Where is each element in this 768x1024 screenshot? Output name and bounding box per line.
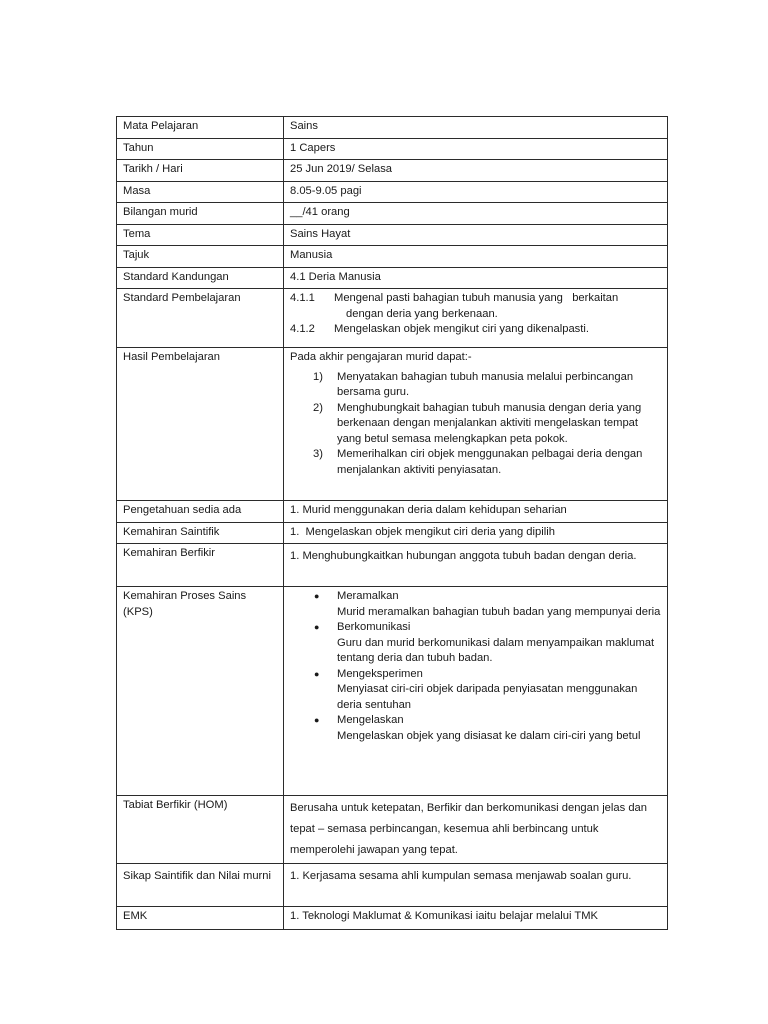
- label-pengetahuan-sedia-ada: Pengetahuan sedia ada: [117, 501, 284, 523]
- sp-item-1: [290, 291, 661, 307]
- value-mata-pelajaran: Sains: [284, 117, 668, 139]
- label-standard-pembelajaran: Standard Pembelajaran: [117, 289, 284, 348]
- row-standard-pembelajaran: [117, 289, 668, 348]
- value-tema: Sains Hayat: [284, 224, 668, 246]
- row-kemahiran-berfikir: [117, 544, 668, 587]
- value-kemahiran-saintifik: 1. Mengelaskan objek mengikut ciri deria yang dipilih: [284, 522, 668, 544]
- value-tabiat-berfikir: Berusaha untuk ketepatan, Berfikir dan berkomunikasi dengan jelas dan tepat – semasa perbincangan, kesemua ahli berbincang untuk memperolehi jawapan yang tepat.: [284, 796, 668, 864]
- kps-item-2: [290, 620, 661, 667]
- kps-desc-4: Mengelaskan objek yang disiasat ke dalam ciri-ciri yang betul: [337, 729, 641, 742]
- label-kps: Kemahiran Proses Sains (KPS): [117, 587, 284, 796]
- sp-text-2: Mengelaskan objek mengikut ciri yang dikenalpasti.: [334, 323, 589, 335]
- label-emk: EMK: [117, 907, 284, 930]
- row-mata-pelajaran: [117, 117, 668, 139]
- row-tahun: [117, 138, 668, 160]
- kps-desc-1: Murid meramalkan bahagian tubuh badan yang mempunyai deria: [337, 605, 661, 618]
- value-emk: 1. Teknologi Maklumat & Komunikasi iaitu belajar melalui TMK: [284, 907, 668, 930]
- kps-title-2: Berkomunikasi: [337, 621, 411, 633]
- row-kemahiran-saintifik: [117, 522, 668, 544]
- label-tema: Tema: [117, 224, 284, 246]
- kps-desc-2: Guru dan murid berkomunikasi dalam menyampaikan maklumat tentang deria dan tubuh badan.: [337, 636, 655, 664]
- bullet-icon: ●: [314, 668, 320, 679]
- kps-desc-3: Menyiasat ciri-ciri objek daripada penyiasatan menggunakan deria sentuhan: [337, 683, 638, 711]
- hasil-item-3: [290, 447, 661, 478]
- label-standard-kandungan: Standard Kandungan: [117, 267, 284, 289]
- label-hasil-pembelajaran: Hasil Pembelajaran: [117, 348, 284, 501]
- row-masa: [117, 181, 668, 203]
- lesson-plan-table: [116, 116, 668, 930]
- value-kps: [284, 587, 668, 796]
- hasil-num-2: 2): [313, 401, 323, 414]
- label-bilangan-murid: Bilangan murid: [117, 203, 284, 225]
- row-tarikh-hari: [117, 160, 668, 182]
- label-mata-pelajaran: Mata Pelajaran: [117, 117, 284, 139]
- hasil-list: [290, 370, 661, 479]
- kps-list: [290, 589, 661, 744]
- row-bilangan-murid: [117, 203, 668, 225]
- sp-text-1a: Mengenal pasti bahagian tubuh manusia yang berkaitan: [334, 292, 619, 304]
- row-hasil-pembelajaran: [117, 348, 668, 501]
- label-masa: Masa: [117, 181, 284, 203]
- value-standard-pembelajaran: [284, 289, 668, 348]
- row-tajuk: [117, 246, 668, 268]
- hasil-item-1: [290, 370, 661, 401]
- label-tabiat-berfikir: Tabiat Berfikir (HOM): [117, 796, 284, 864]
- hasil-num-3: 3): [313, 448, 323, 460]
- label-tajuk: Tajuk: [117, 246, 284, 268]
- row-emk: [117, 907, 668, 930]
- sp-code-1: 4.1.1: [290, 292, 315, 304]
- label-sikap-saintifik: Sikap Saintifik dan Nilai murni: [117, 864, 284, 907]
- value-kemahiran-berfikir: 1. Menghubungkaitkan hubungan anggota tubuh badan dengan deria.: [284, 544, 668, 587]
- sp-text-1b: dengan deria yang berkenaan.: [346, 307, 498, 320]
- kps-title-1: Meramalkan: [337, 590, 399, 602]
- row-tema: [117, 224, 668, 246]
- sp-item-2: [290, 322, 661, 338]
- bullet-icon: ●: [314, 715, 320, 725]
- kps-item-4: [290, 713, 661, 744]
- value-pengetahuan-sedia-ada: 1. Murid menggunakan deria dalam kehidupan seharian: [284, 501, 668, 523]
- label-tarikh-hari: Tarikh / Hari: [117, 160, 284, 182]
- kps-title-3: Mengeksperimen: [337, 667, 423, 680]
- value-tajuk: Manusia: [284, 246, 668, 268]
- value-bilangan-murid: __/41 orang: [284, 203, 668, 225]
- bullet-icon: ●: [314, 622, 320, 632]
- row-sikap-saintifik: [117, 864, 668, 907]
- row-pengetahuan-sedia-ada: [117, 501, 668, 523]
- sp-code-2: 4.1.2: [290, 323, 315, 335]
- kps-item-1: [290, 589, 661, 620]
- label-kemahiran-saintifik: Kemahiran Saintifik: [117, 522, 284, 544]
- value-standard-kandungan: 4.1 Deria Manusia: [284, 267, 668, 289]
- value-sikap-saintifik: 1. Kerjasama sesama ahli kumpulan semasa menjawab soalan guru.: [284, 864, 668, 907]
- value-hasil-pembelajaran: [284, 348, 668, 501]
- label-tahun: Tahun: [117, 138, 284, 160]
- hasil-text-2: Menghubungkait bahagian tubuh manusia dengan deria yang berkenaan dengan menjalankan aktiviti mengelaskan tempat yang betul semasa melengkapkan peta pokok.: [337, 401, 642, 445]
- value-tahun: 1 Capers: [284, 138, 668, 160]
- row-tabiat-berfikir: [117, 796, 668, 864]
- hasil-text-1: Menyatakan bahagian tubuh manusia melalui perbincangan bersama guru.: [337, 370, 634, 398]
- hasil-num-1: 1): [313, 370, 323, 383]
- value-masa: 8.05-9.05 pagi: [284, 181, 668, 203]
- bullet-icon: ●: [314, 591, 320, 601]
- hasil-intro: Pada akhir pengajaran murid dapat:-: [290, 351, 472, 363]
- hasil-text-3: Memerihalkan ciri objek menggunakan pelbagai deria dengan menjalankan aktiviti penyiasatan.: [337, 448, 643, 476]
- row-kps: [117, 587, 668, 796]
- kps-title-4: Mengelaskan: [337, 714, 404, 726]
- row-standard-kandungan: [117, 267, 668, 289]
- label-kemahiran-berfikir: Kemahiran Berfikir: [117, 544, 284, 587]
- kps-item-3: [290, 667, 661, 714]
- hasil-item-2: [290, 401, 661, 448]
- value-tarikh-hari: 25 Jun 2019/ Selasa: [284, 160, 668, 182]
